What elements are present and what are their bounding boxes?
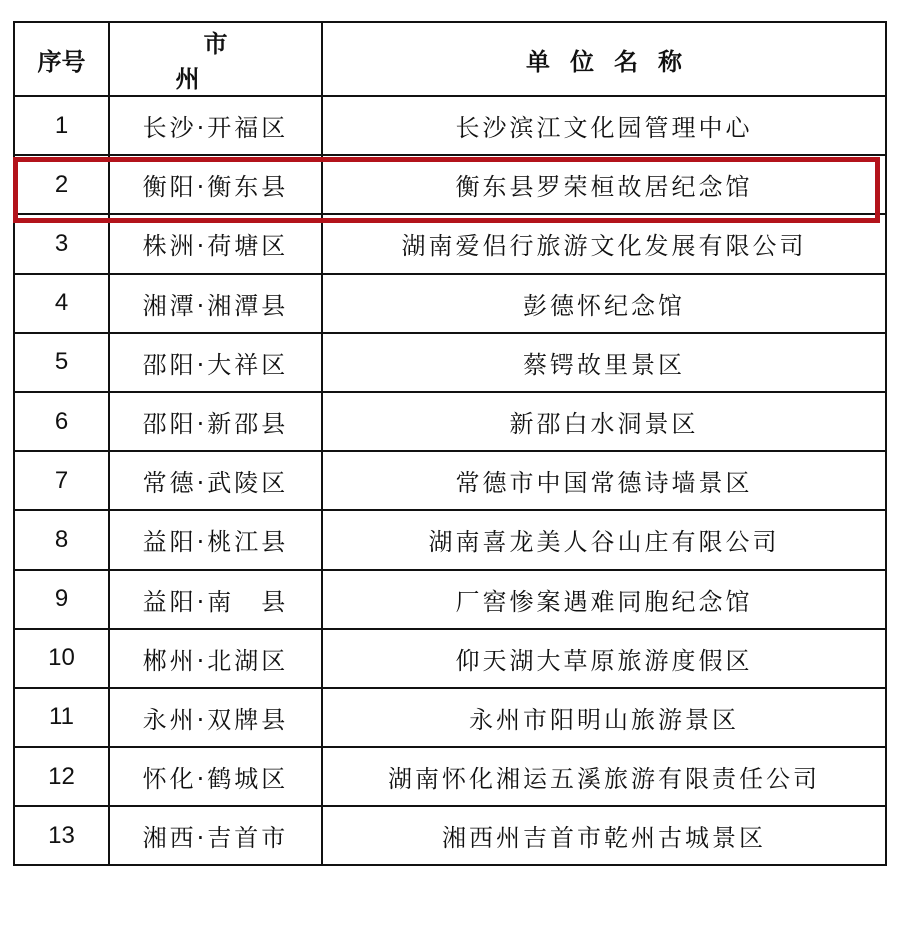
- table-row: [14, 570, 886, 629]
- table-row: [14, 747, 886, 806]
- cell-seq: 9: [14, 570, 109, 629]
- table-row: [14, 510, 886, 569]
- cell-city: 湘西·吉首市: [109, 806, 322, 865]
- cell-seq: 6: [14, 392, 109, 451]
- table-header-row: [14, 22, 886, 96]
- cell-seq: 11: [14, 688, 109, 747]
- cell-unit-name: 仰天湖大草原旅游度假区: [322, 629, 886, 688]
- cell-seq: 1: [14, 96, 109, 155]
- header-seq: 序号: [14, 22, 109, 96]
- cell-seq: 8: [14, 510, 109, 569]
- table-row: [14, 688, 886, 747]
- cell-unit-name: 长沙滨江文化园管理中心: [322, 96, 886, 155]
- cell-unit-name: 湖南怀化湘运五溪旅游有限责任公司: [322, 747, 886, 806]
- cell-city: 常德·武陵区: [109, 451, 322, 510]
- cell-seq: 7: [14, 451, 109, 510]
- cell-city: 邵阳·新邵县: [109, 392, 322, 451]
- cell-city: 衡阳·衡东县: [109, 155, 322, 214]
- cell-unit-name: 湖南爱侣行旅游文化发展有限公司: [322, 214, 886, 273]
- cell-unit-name: 湘西州吉首市乾州古城景区: [322, 806, 886, 865]
- cell-seq: 4: [14, 274, 109, 333]
- unit-list-table: [13, 21, 887, 866]
- cell-unit-name: 衡东县罗荣桓故居纪念馆: [322, 155, 886, 214]
- cell-seq: 3: [14, 214, 109, 273]
- cell-unit-name: 永州市阳明山旅游景区: [322, 688, 886, 747]
- cell-seq: 13: [14, 806, 109, 865]
- table-row: [14, 155, 886, 214]
- cell-city: 益阳·南 县: [109, 570, 322, 629]
- unit-list-table-container: [13, 21, 885, 866]
- header-unit-name: 单位名称: [322, 22, 886, 96]
- cell-seq: 5: [14, 333, 109, 392]
- cell-unit-name: 湖南喜龙美人谷山庄有限公司: [322, 510, 886, 569]
- cell-city: 长沙·开福区: [109, 96, 322, 155]
- table-row: [14, 451, 886, 510]
- cell-seq: 10: [14, 629, 109, 688]
- cell-unit-name: 蔡锷故里景区: [322, 333, 886, 392]
- table-row: [14, 274, 886, 333]
- cell-city: 邵阳·大祥区: [109, 333, 322, 392]
- table-row: [14, 806, 886, 865]
- cell-city: 怀化·鹤城区: [109, 747, 322, 806]
- table-row: [14, 629, 886, 688]
- cell-unit-name: 彭德怀纪念馆: [322, 274, 886, 333]
- table-row: [14, 96, 886, 155]
- table-row: [14, 214, 886, 273]
- cell-unit-name: 常德市中国常德诗墙景区: [322, 451, 886, 510]
- header-city: 市州: [109, 22, 322, 96]
- table-row: [14, 392, 886, 451]
- cell-unit-name: 新邵白水洞景区: [322, 392, 886, 451]
- table-row: [14, 333, 886, 392]
- cell-city: 益阳·桃江县: [109, 510, 322, 569]
- cell-seq: 2: [14, 155, 109, 214]
- cell-unit-name: 厂窖惨案遇难同胞纪念馆: [322, 570, 886, 629]
- cell-city: 郴州·北湖区: [109, 629, 322, 688]
- cell-city: 湘潭·湘潭县: [109, 274, 322, 333]
- cell-city: 株洲·荷塘区: [109, 214, 322, 273]
- cell-seq: 12: [14, 747, 109, 806]
- cell-city: 永州·双牌县: [109, 688, 322, 747]
